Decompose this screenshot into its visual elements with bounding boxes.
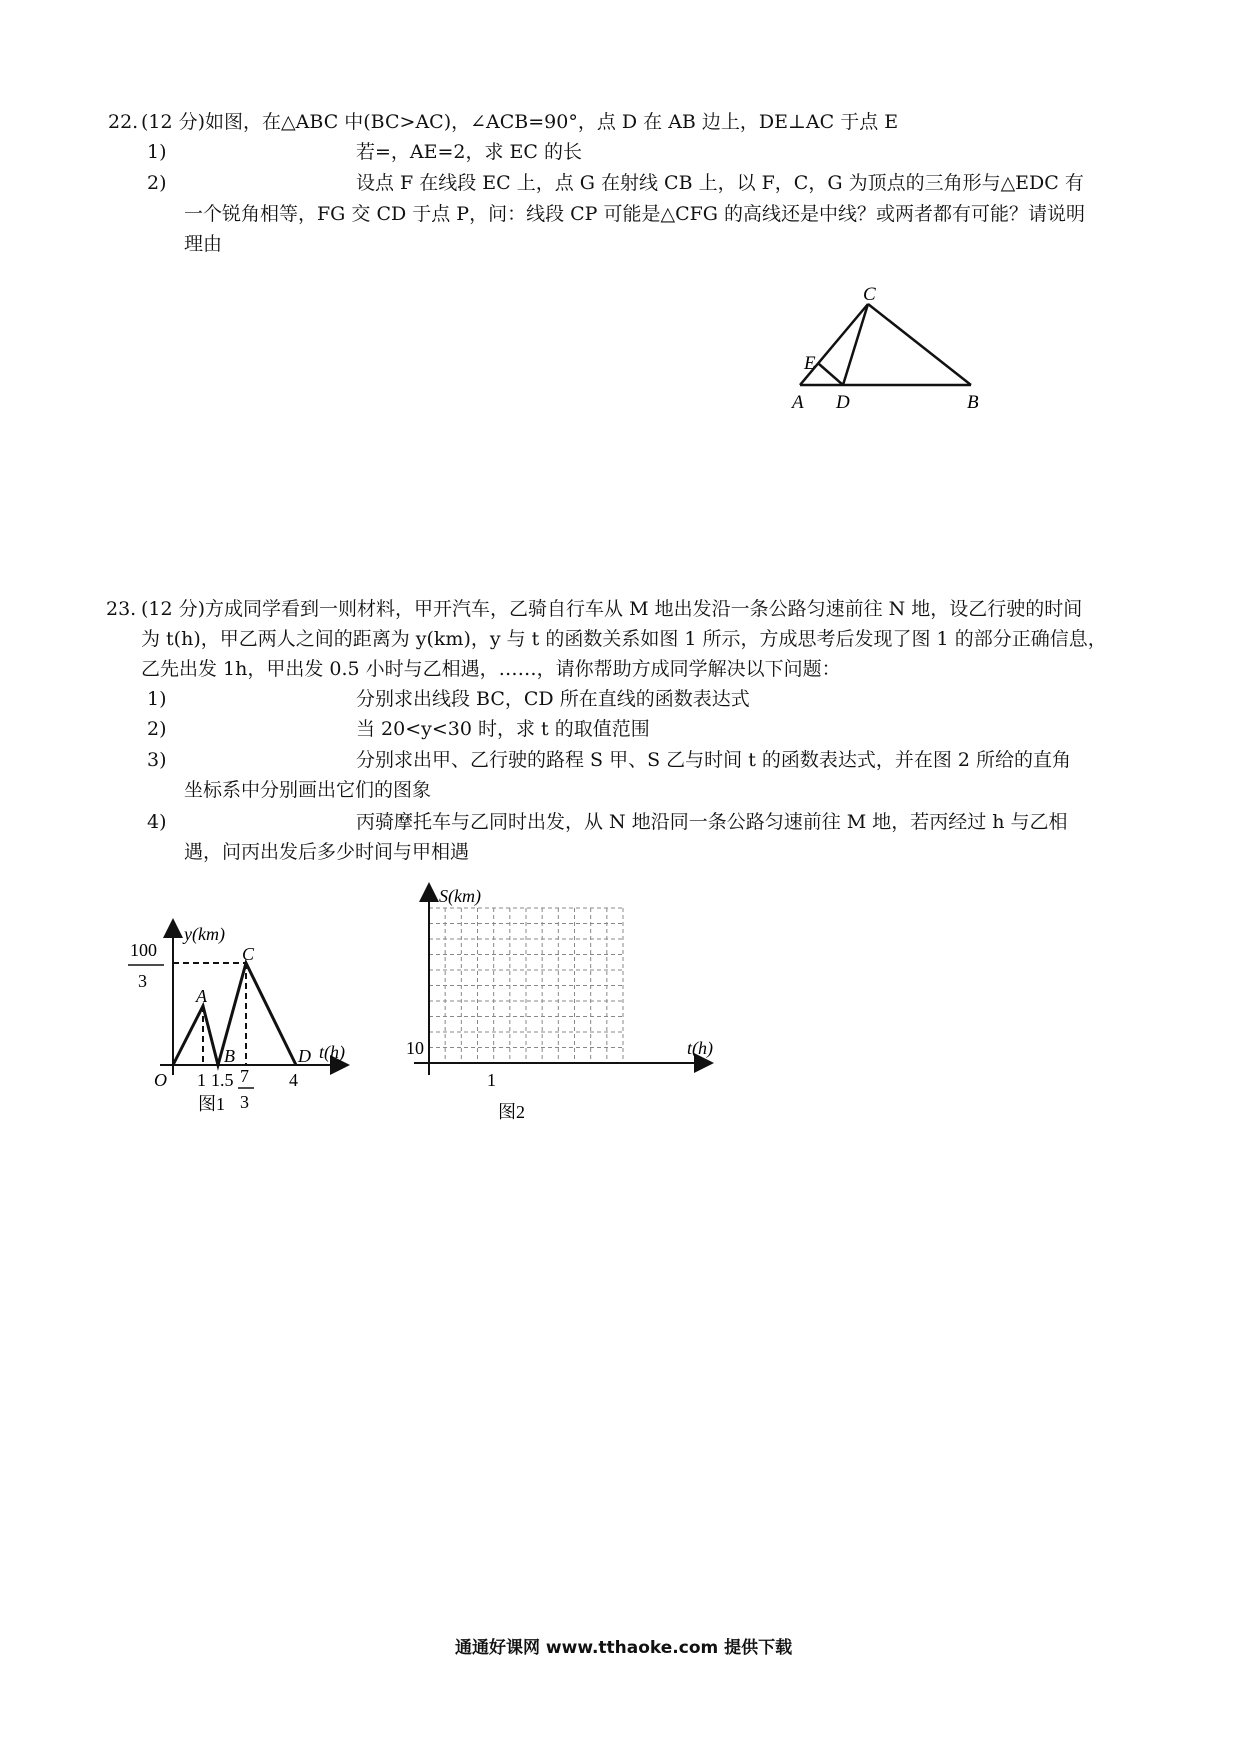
figure-2-grid bbox=[400, 880, 720, 1130]
q22-sub2-label: 2) bbox=[147, 172, 167, 194]
q22-sub1-text: 若=，AE=2，求 EC 的长 bbox=[356, 141, 583, 163]
q22-sub2-line2: 一个锐角相等，FG 交 CD 于点 P，问：线段 CP 可能是△CFG 的高线还是中线？或两者都有可能？请说明 bbox=[184, 203, 1086, 225]
fig2-caption: 图2 bbox=[498, 1102, 525, 1122]
fig1-point-a: A bbox=[196, 986, 207, 1006]
q23-item4-text2: 遇，问丙出发后多少时间与甲相遇 bbox=[184, 841, 470, 863]
side-bc bbox=[868, 304, 971, 385]
q23-item3-text: 分别求出甲、乙行驶的路程 S 甲、S 乙与时间 t 的函数表达式，并在图 2 所给的直角 bbox=[356, 749, 1072, 771]
fig1-y-tick-den: 3 bbox=[138, 971, 147, 991]
label-b: B bbox=[967, 392, 979, 413]
fig1-x-tick-frac-den: 3 bbox=[240, 1092, 249, 1112]
fig1-point-c: C bbox=[242, 944, 255, 964]
fig1-point-b: B bbox=[224, 1046, 235, 1066]
q23-item3-text2: 坐标系中分别画出它们的图象 bbox=[184, 779, 432, 801]
q23-line2: 为 t(h)，甲乙两人之间的距离为 y(km)，y 与 t 的函数关系如图 1 所示，方成思考后发现了图 1 的部分正确信息， bbox=[141, 628, 1107, 650]
fig1-x-tick-4: 4 bbox=[289, 1070, 298, 1090]
q22-intro: (12 分)如图，在△ABC 中(BC>AC)，∠ACB=90°，点 D 在 AB 边上，DE⊥AC 于点 E bbox=[141, 111, 899, 133]
triangle-figure bbox=[780, 280, 1010, 420]
fig2-x-axis-label: t(h) bbox=[687, 1038, 713, 1058]
label-e: E bbox=[804, 353, 816, 374]
q22-sub2-line1: 设点 F 在线段 EC 上，点 G 在射线 CB 上，以 F，C，G 为顶点的三角形与△EDC 有 bbox=[356, 172, 1084, 194]
label-c: C bbox=[863, 284, 876, 305]
fig1-origin: O bbox=[154, 1070, 167, 1090]
q23-line3: 乙先出发 1h，甲出发 0.5 小时与乙相遇，……，请你帮助方成同学解决以下问题： bbox=[141, 658, 841, 680]
segment-de bbox=[819, 364, 843, 385]
segment-cd bbox=[843, 304, 868, 385]
q22-sub2-line3: 理由 bbox=[184, 233, 223, 255]
q22-number: 22. bbox=[108, 111, 139, 133]
fig2-y-tick-10: 10 bbox=[406, 1038, 424, 1058]
q23-number: 23. bbox=[106, 598, 137, 620]
fig1-point-d: D bbox=[298, 1046, 311, 1066]
fig1-y-tick-num: 100 bbox=[130, 940, 157, 960]
fig2-grid-lines bbox=[429, 908, 623, 1063]
q23-line1: (12 分)方成同学看到一则材料，甲开汽车，乙骑自行车从 M 地出发沿一条公路匀速前往 N 地，设乙行驶的时间 bbox=[141, 598, 1083, 620]
fig2-y-axis-label: S(km) bbox=[439, 886, 481, 906]
q23-item2-label: 2) bbox=[147, 718, 167, 740]
q23-item2-text: 当 20<y<30 时，求 t 的取值范围 bbox=[356, 718, 650, 740]
footer-source: 通通好课网 www.tthaoke.com 提供下载 bbox=[455, 1638, 793, 1658]
label-a: A bbox=[792, 392, 804, 413]
fig1-caption: 图1 bbox=[198, 1094, 225, 1114]
fig1-x-axis-label: t(h) bbox=[319, 1042, 345, 1062]
q23-item1-label: 1) bbox=[147, 688, 167, 710]
figure-1-graph bbox=[120, 910, 360, 1130]
fig2-x-tick-1: 1 bbox=[487, 1070, 496, 1090]
fig1-x-tick-1: 1 bbox=[197, 1070, 206, 1090]
q23-item4-label: 4) bbox=[147, 811, 167, 833]
label-d: D bbox=[836, 392, 850, 413]
q23-item1-text: 分别求出线段 BC，CD 所在直线的函数表达式 bbox=[356, 688, 750, 710]
q23-item3-label: 3) bbox=[147, 749, 167, 771]
fig1-x-tick-frac-num: 7 bbox=[240, 1066, 249, 1086]
q23-item4-text: 丙骑摩托车与乙同时出发，从 N 地沿同一条公路匀速前往 M 地，若丙经过 h 与乙相 bbox=[356, 811, 1068, 833]
q22-sub1-label: 1) bbox=[147, 141, 167, 163]
fig1-y-axis-label: y(km) bbox=[184, 924, 225, 944]
fig1-x-tick-1-5: 1.5 bbox=[211, 1070, 234, 1090]
